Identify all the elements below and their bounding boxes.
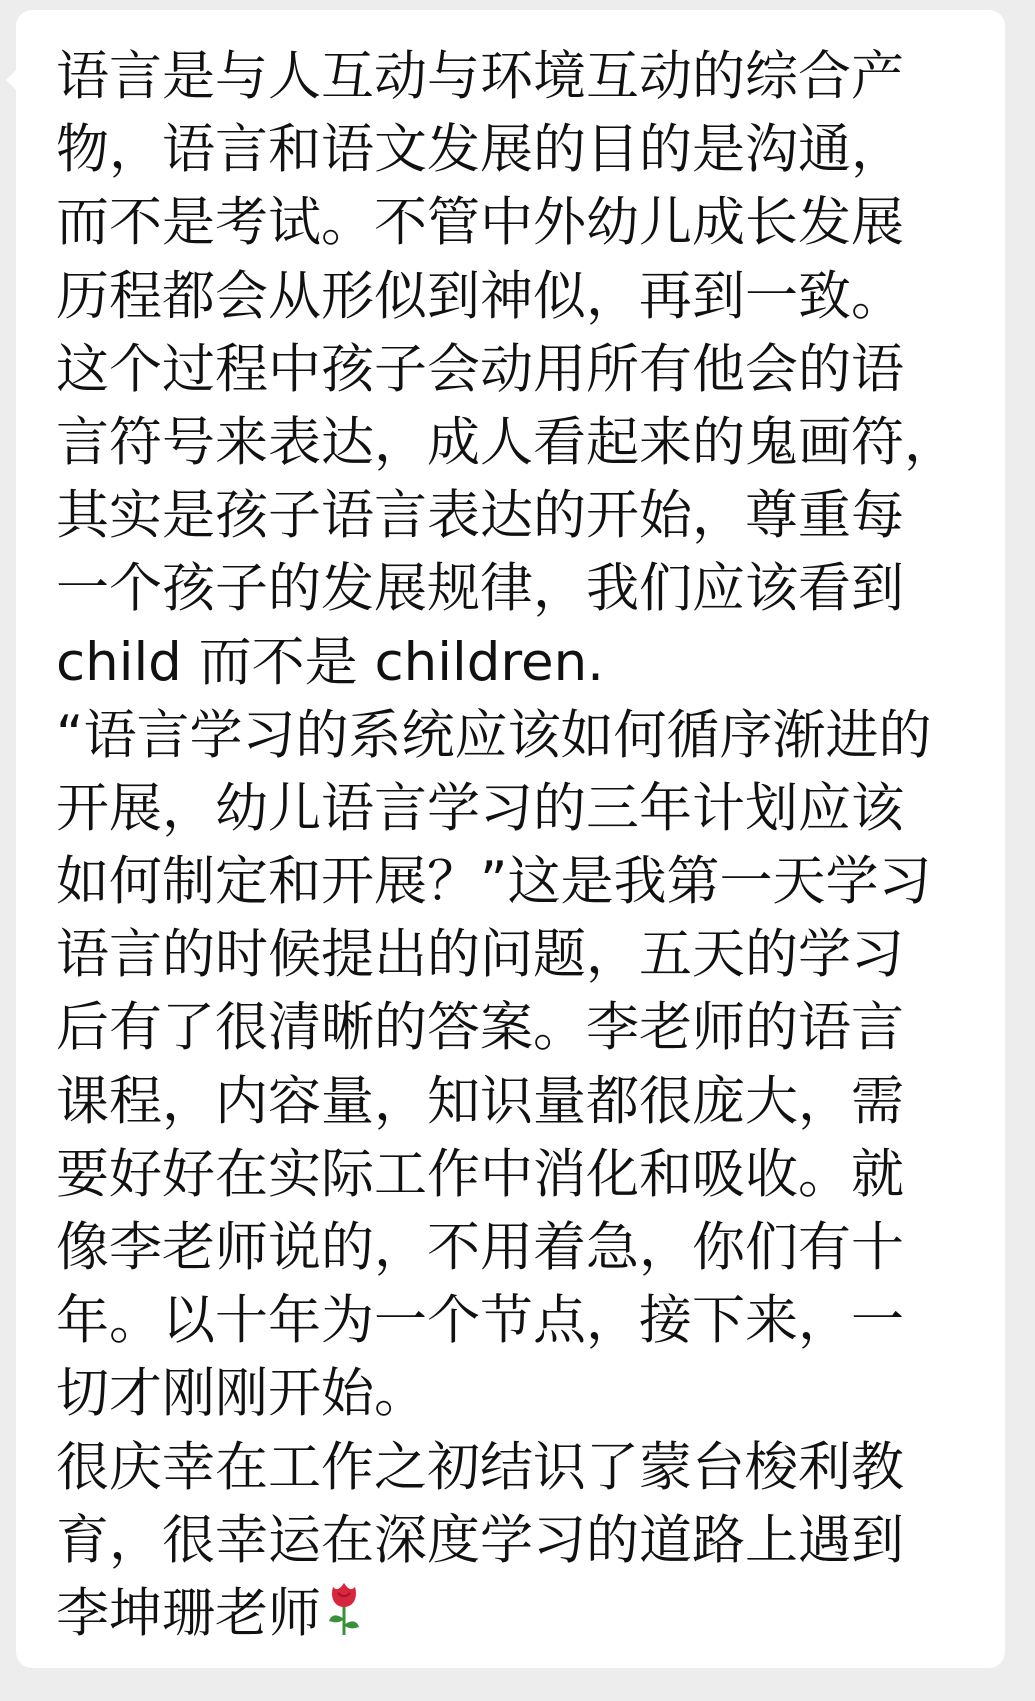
message-line: 其实是孩子语言表达的开始，尊重每	[56, 485, 904, 547]
message-line: 语言是与人互动与环境互动的综合产	[56, 46, 904, 107]
message-line: 而不是考试。不管中外幼儿成长发展	[56, 192, 904, 254]
message-line: 很庆幸在工作之初结识了蒙台梭利教	[56, 1436, 904, 1498]
message-line: 如何制定和开展？”这是我第一天学习	[56, 851, 932, 913]
message-line: 育，很幸运在深度学习的道路上遇到	[56, 1509, 904, 1571]
message-line: 年。以十年为一个节点，接下来，一	[56, 1290, 904, 1352]
message-line: 切才刚刚开始。	[56, 1363, 427, 1425]
message-line: 语言的时候提出的问题，五天的学习	[56, 924, 904, 986]
message-text	[56, 40, 976, 1650]
message-line: 历程都会从形似到神似，再到一致。	[56, 265, 904, 327]
message-line-last-text: 李坤珊老师	[56, 1582, 321, 1644]
bubble-tail	[6, 70, 16, 90]
rose-icon	[327, 1581, 361, 1656]
rose-icon-svg	[327, 1581, 361, 1637]
message-bubble[interactable]	[16, 10, 1005, 1668]
message-line: 言符号来表达，成人看起来的鬼画符，	[56, 411, 957, 473]
message-line: 要好好在实际工作中消化和吸收。就	[56, 1143, 904, 1205]
message-line: 这个过程中孩子会动用所有他会的语	[56, 338, 904, 400]
message-line: 开展，幼儿语言学习的三年计划应该	[56, 777, 904, 839]
message-line-last	[56, 1577, 976, 1650]
message-line: 一个孩子的发展规律，我们应该看到	[56, 558, 904, 620]
message-line: 物，语言和语文发展的目的是沟通，	[56, 119, 904, 181]
message-line: 后有了很清晰的答案。李老师的语言	[56, 997, 904, 1059]
message-line: 课程，内容量，知识量都很庞大，需	[56, 1070, 904, 1132]
message-line: 像李老师说的，不用着急，你们有十	[56, 1217, 904, 1278]
message-line: child 而不是 children.	[56, 631, 605, 693]
message-line: “语言学习的系统应该如何循序渐进的	[56, 704, 932, 766]
